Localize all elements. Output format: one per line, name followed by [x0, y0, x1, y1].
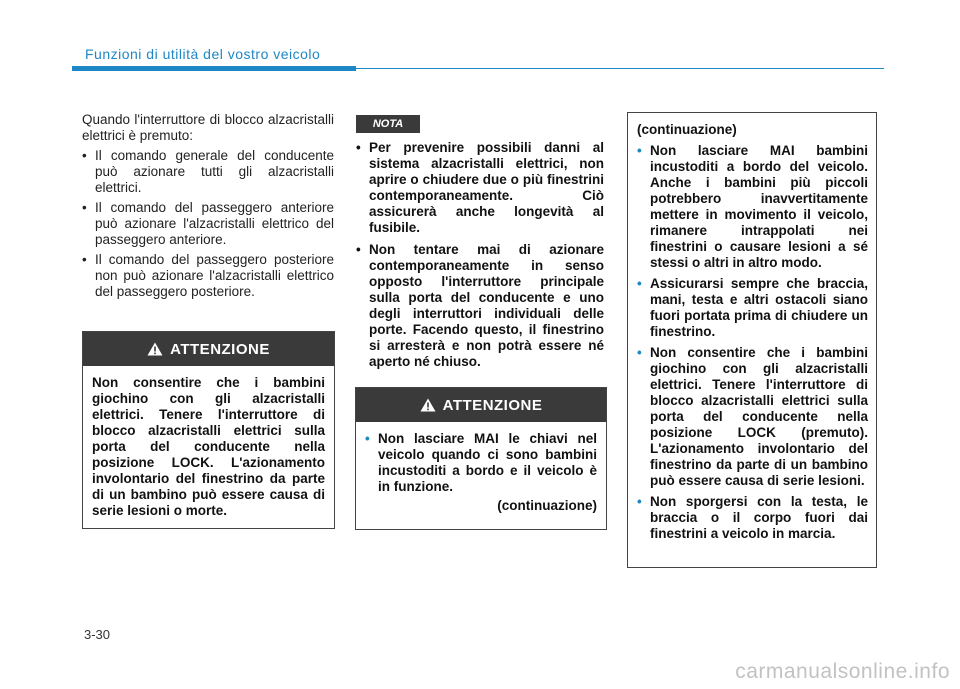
warning-list	[637, 143, 868, 542]
list-item: • Il comando del passeggero anteriore può azionare l'alzacristalli elettrico del passeggero anteriore.	[82, 200, 334, 248]
list-item: • Non lasciare MAI bambini incustoditi a bordo del veicolo. Anche i bambini più piccoli potrebbero inavvertitamente mettere in movimento il veicolo, rimanere intrappolati nei finestrini o causare lesioni a sé stessi o altri in altro modo.	[637, 143, 868, 271]
warning-list	[365, 431, 597, 495]
header-rule-thin	[356, 68, 884, 69]
warning-banner	[83, 332, 334, 366]
watermark: carmanualsonline.info	[735, 660, 950, 683]
list-item: • Non lasciare MAI le chiavi nel veicolo quando ci sono bambini incustoditi a bordo e il veicolo è in funzione.	[365, 431, 597, 495]
header-rule-thick	[72, 66, 356, 71]
page-number: 3-30	[84, 627, 111, 642]
nota-list	[356, 140, 604, 370]
continued-label: (continuazione)	[637, 122, 737, 137]
warning-triangle-icon	[147, 342, 163, 356]
list-item: • Assicurarsi sempre che braccia, mani, testa e altri ostacoli siano fuori portata prima di chiudere un finestrino.	[637, 276, 868, 340]
warning-triangle-icon	[420, 398, 436, 412]
nota-badge: NOTA	[356, 115, 420, 133]
list-item: • Non tentare mai di azionare contemporaneamente in senso opposto l'interruttore principale sulla porta del conducente e uno degli interruttori individuali delle porte. Facendo questo, il finestrino si arresterà e non potrà essere né aperto né chiuso.	[356, 242, 604, 370]
column-2	[356, 140, 604, 376]
warning-box-keys	[355, 387, 607, 530]
column-1	[82, 112, 334, 304]
warning-title: ATTENZIONE	[442, 396, 543, 414]
warning-text: Non consentire che i bambini giochino con gli alzacristalli elettrici. Tenere l'interruttore di blocco alzacristalli elettrici sulla porta del conducente nella posizione LOCK. L'azionamento involontario del finestrino da parte di un bambino può essere causa di serie lesioni o morte.	[92, 375, 325, 518]
continued-label: (continuazione)	[497, 498, 597, 513]
warning-banner	[356, 388, 606, 422]
warning-content	[356, 422, 606, 524]
intro-paragraph: Quando l'interruttore di blocco alzacristalli elettrici è premuto:	[82, 112, 334, 143]
list-item: • Per prevenire possibili danni al sistema alzacristalli elettrici, non aprire o chiudere due o più finestrini contemporaneamente. Ciò assicurerà anche longevità al fusibile.	[356, 140, 604, 236]
header-title: Funzioni di utilità del vostro veicolo	[85, 46, 321, 62]
warning-title: ATTENZIONE	[170, 340, 270, 358]
lock-effects-list	[82, 148, 334, 300]
list-item: • Non sporgersi con la testa, le braccia o il corpo fuori dai finestrini a veicolo in marcia.	[637, 494, 868, 542]
list-item: • Il comando del passeggero posteriore non può azionare l'alzacristalli elettrico del passeggero posteriore.	[82, 252, 334, 300]
list-item: • Il comando generale del conducente può azionare tutti gli alzacristalli elettrici.	[82, 148, 334, 196]
list-item: • Non consentire che i bambini giochino con gli alzacristalli elettrici. Tenere l'interruttore di blocco alzacristalli elettrici sulla porta del conducente nella posizione LOCK (premuto). L'azionamento involontario del finestrino da parte di un bambino può essere causa di serie lesioni.	[637, 345, 868, 489]
warning-continuation-box	[627, 112, 877, 568]
warning-box-children-windows	[82, 331, 335, 529]
